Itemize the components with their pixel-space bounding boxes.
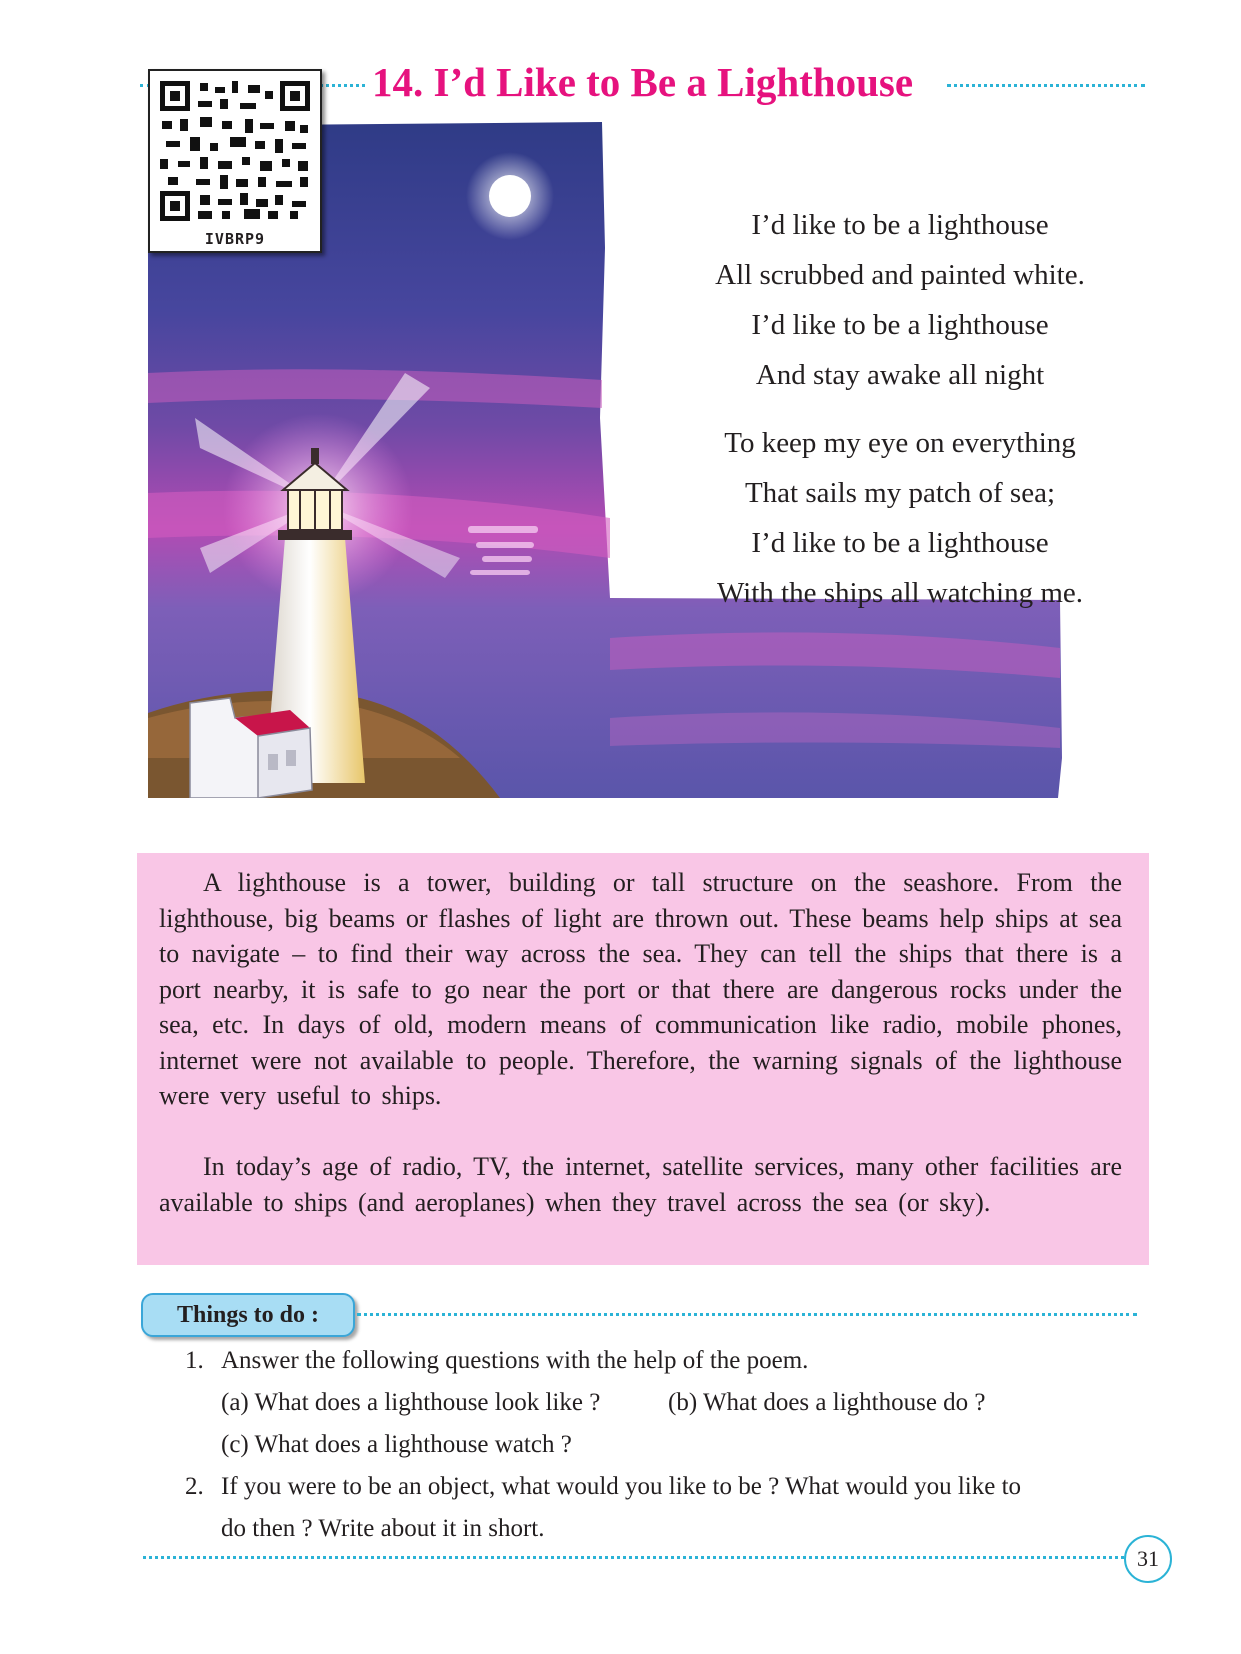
title-dots-mid xyxy=(320,84,365,87)
qr-code-icon xyxy=(160,81,310,221)
poem-line: That sails my patch of sea; xyxy=(744,477,1056,509)
poem-line: To keep my eye on everything xyxy=(724,427,1076,459)
poem-line: I’d like to be a lighthouse xyxy=(751,527,1049,559)
things-to-do-heading xyxy=(141,1293,355,1337)
poem-line: I’d like to be a lighthouse xyxy=(751,309,1049,341)
question-2-line-2: do then ? Write about it in short. xyxy=(221,1515,545,1542)
page-number: 31 xyxy=(1124,1535,1172,1583)
poem-line: All scrubbed and painted white. xyxy=(715,259,1085,291)
page-title: 14. I’d Like to Be a Lighthouse xyxy=(372,59,914,105)
question-1a: (a) What does a lighthouse look like ? xyxy=(221,1389,601,1416)
qr-code-label: IVBRP9 xyxy=(204,230,266,248)
poem-line: And stay awake all night xyxy=(755,359,1045,391)
qr-code[interactable] xyxy=(148,69,322,253)
poem xyxy=(665,200,1135,618)
footer-dots xyxy=(143,1556,1124,1559)
question-1-text: Answer the following questions with the help of the poem. xyxy=(221,1347,809,1374)
things-to-do-label: Things to do : xyxy=(176,1302,320,1328)
question-1b: (b) What does a lighthouse do ? xyxy=(668,1389,986,1416)
question-1-number: 1. xyxy=(185,1347,204,1374)
info-paragraph-1: A lighthouse is a tower, building or tall structure on the seashore. From the lighthouse, big beams or flashes of light are thrown out. These beams help ships at sea to navigate – to find their way across the sea. They can tell the ships that there is a port nearby, it is safe to go near the port or that there are dangerous rocks under the sea, etc. In days of old, modern means of communication like radio, mobile phones, internet were not available to people. Therefore, the warning signals of the lighthouse were very useful to ships. xyxy=(159,868,1122,1110)
info-box xyxy=(137,853,1149,1265)
poem-line: With the ships all watching me. xyxy=(716,577,1084,609)
question-2-number: 2. xyxy=(185,1473,204,1500)
title-dots-right xyxy=(947,84,1145,87)
question-2-line-1: If you were to be an object, what would you like to be ? What would you like to xyxy=(221,1473,1022,1500)
poem-line: I’d like to be a lighthouse xyxy=(751,209,1049,241)
question-1c: (c) What does a lighthouse watch ? xyxy=(221,1431,572,1458)
things-to-do-dots xyxy=(357,1313,1137,1316)
info-paragraph-2: In today’s age of radio, TV, the internet, satellite services, many other facilities are available to ships (and aeroplanes) when they travel across the sea (or sky). xyxy=(159,1152,1122,1217)
